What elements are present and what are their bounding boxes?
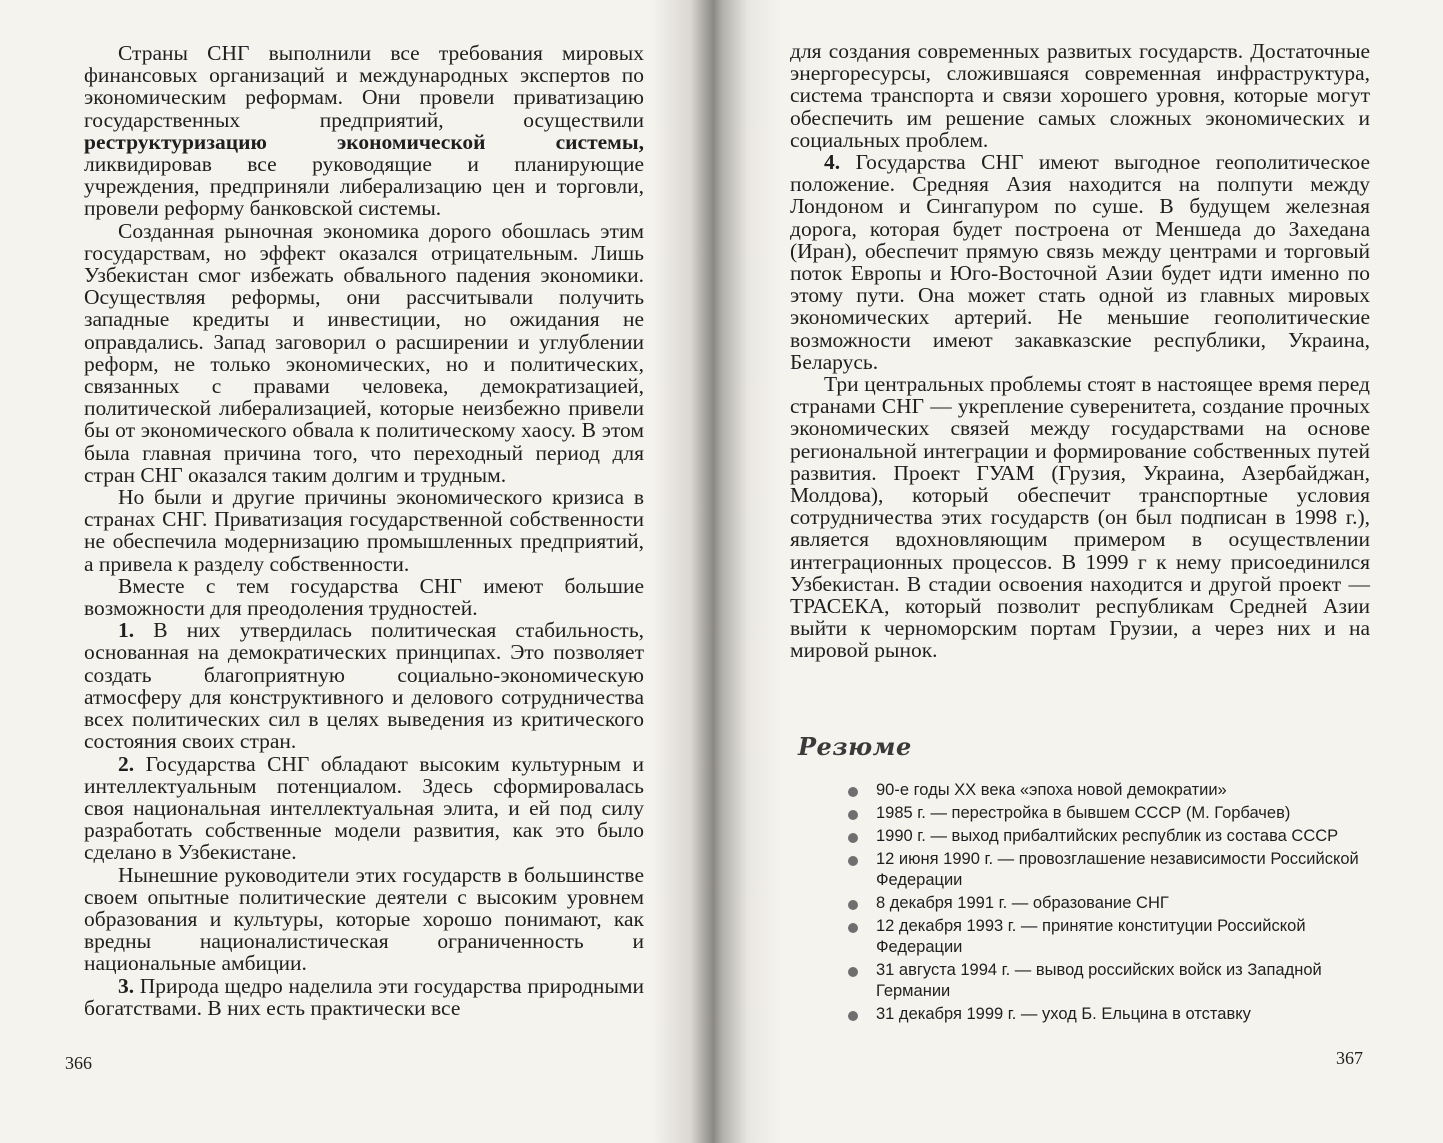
text-segment: Страны СНГ выполнили все требования мировых финансовых организаций и международных экспертов по экономическим реформам. Они провели приватизацию государственных предприятий, осуществили [84,41,644,132]
paragraph [790,373,1370,662]
summary-item [848,916,1368,958]
paragraph [84,220,644,486]
paragraph [790,40,1370,151]
text-segment: для создания современных развитых государств. Достаточные энергоресурсы, сложившаяся современная инфраструктура, система транспорта и связи хорошего уровня, которые могут обеспечить им решение самых сложных экономических и социальных проблем. [790,39,1370,152]
text-segment: Нынешние руководители этих государств в большинстве своем опытные политические деятели с высоким уровнем образования и культуры, которые хорошо понимают, как вредны националистическая ограниченность и национальные амбиции. [84,862,644,976]
left-page [0,0,720,1143]
bullet-icon [848,810,858,820]
right-page-number: 367 [1336,1048,1363,1068]
summary-item [848,1004,1368,1025]
text-segment: Государства СНГ имеют выгодное геополитическое положение. Средняя Азия находится на полпути между Лондоном и Сингапуром по суше. В будущем железная дорога, которая будет построена от Меншеда до Захедана (Иран), обеспечит прямую связь между центрами и торговый поток Европы и Юго-Восточной Азии будет идти именно по этому пути. Она может стать одной из главных мировых экономических артерий. Не меньшие геополитические возможности имеют закавказские республики, Украина, Беларусь. [790,150,1370,374]
paragraph [84,486,644,575]
summary-item [848,803,1368,824]
text-segment: Но были и другие причины экономического кризиса в странах СНГ. Приватизация государственной собственности не обеспечила модернизацию промышленных предприятий, а привела к разделу собственности. [84,485,644,576]
text-segment: Государства СНГ обладают высоким культурным и интеллектуальным потенциалом. Здесь сформировалась своя национальная интеллектуальная элита, и ей под силу разработать собственные модели развития, как это было сделано в Узбекистане. [84,751,644,865]
bold-text: 4. [824,150,841,175]
paragraph [84,42,644,220]
summary-item [848,960,1368,1002]
text-segment: ликвидировав все руководящие и планирующие учреждения, предприняли либерализацию цен и торговли, провели реформу банковской системы. [84,152,644,221]
summary-item [848,826,1368,847]
summary-item [848,849,1368,891]
summary-list [848,780,1368,1027]
summary-item-text: 1990 г. — выход прибалтийских республик из состава СССР [876,827,1339,845]
summary-item-text: 12 декабря 1993 г. — принятие конституции Российской Федерации [876,917,1306,956]
bold-text: 1. [118,618,135,643]
paragraph [790,151,1370,373]
paragraph [84,864,644,975]
summary-item [848,893,1368,914]
bold-text: 3. [118,973,135,998]
summary-item-text: 31 декабря 1999 г. — уход Б. Ельцина в отставку [876,1005,1251,1023]
bullet-icon [848,967,858,977]
text-segment: Природа щедро наделила эти государства природными богатствами. В них есть практически все [84,973,644,1020]
bullet-icon [848,856,858,866]
text-segment: Вместе с тем государства СНГ имеют большие возможности для преодоления трудностей. [84,573,644,621]
summary-item-text: 31 августа 1994 г. — вывод российских войск из Западной Германии [876,961,1322,1000]
right-page [720,0,1443,1143]
right-page-text [790,40,1370,662]
paragraph [84,975,644,1019]
bold-text: 2. [118,751,135,776]
bullet-icon [848,923,858,933]
bold-text: реструктуризацию экономической системы, [84,129,644,154]
text-segment: Созданная рыночная экономика дорого обошлась этим государствам, но эффект оказался отрицательным. Лишь Узбекистан смог избежать обвального падения экономики. Осуществляя реформы, они рассчитывали получить западные кредиты и инвестиции, но ожидания не оправдались. Запад заговорил о расширении и углублении реформ, не только экономических, но и политических, связанных с правами человека, демократизацией, политической либерализацией, которые неизбежно привели бы от экономического обвала к политическому хаосу. В этом была главная причина того, что переходный период для стран СНГ оказался таким долгим и трудным. [84,218,644,487]
paragraph [84,575,644,619]
paragraph [84,753,644,864]
bullet-icon [848,833,858,843]
summary-item-text: 1985 г. — перестройка в бывшем СССР (М. Горбачев) [876,804,1291,822]
left-page-number: 366 [65,1053,92,1073]
summary-item-text: 90-е годы XX века «эпоха новой демократии» [876,781,1227,799]
summary-title: Резюме [798,732,912,761]
bullet-icon [848,900,858,910]
left-page-text [84,42,644,1019]
summary-item-text: 8 декабря 1991 г. — образование СНГ [876,894,1169,912]
paragraph [84,619,644,752]
bullet-icon [848,1011,858,1021]
text-segment: В них утвердилась политическая стабильность, основанная на демократических принципах. Это позволяет создать благоприятную социально-экономическую атмосферу для конструктивного и делового сотрудничества всех политических сил в целях выведения из критического состояния своих стран. [84,618,644,754]
bullet-icon [848,787,858,797]
text-segment: Три центральных проблемы стоят в настоящее время перед странами СНГ — укрепление суверенитета, создание прочных экономических связей между государствами на основе региональной интеграции и формирование собственных путей развития. Проект ГУАМ (Грузия, Украина, Азербайджан, Молдова), который обеспечит транспортные условия сотрудничества этих государств (он был подписан в 1998 г.), является вдохновляющим примером в осуществлении интеграционных процессов. В 1999 г к нему присоединился Узбекистан. В стадии освоения находится и другой проект — ТРАСЕКА, который позволит республикам Средней Азии выйти к черноморским портам Грузии, а через них и на мировой рынок. [790,372,1370,663]
summary-item-text: 12 июня 1990 г. — провозглашение независимости Российской Федерации [876,850,1359,889]
summary-item [848,780,1368,801]
